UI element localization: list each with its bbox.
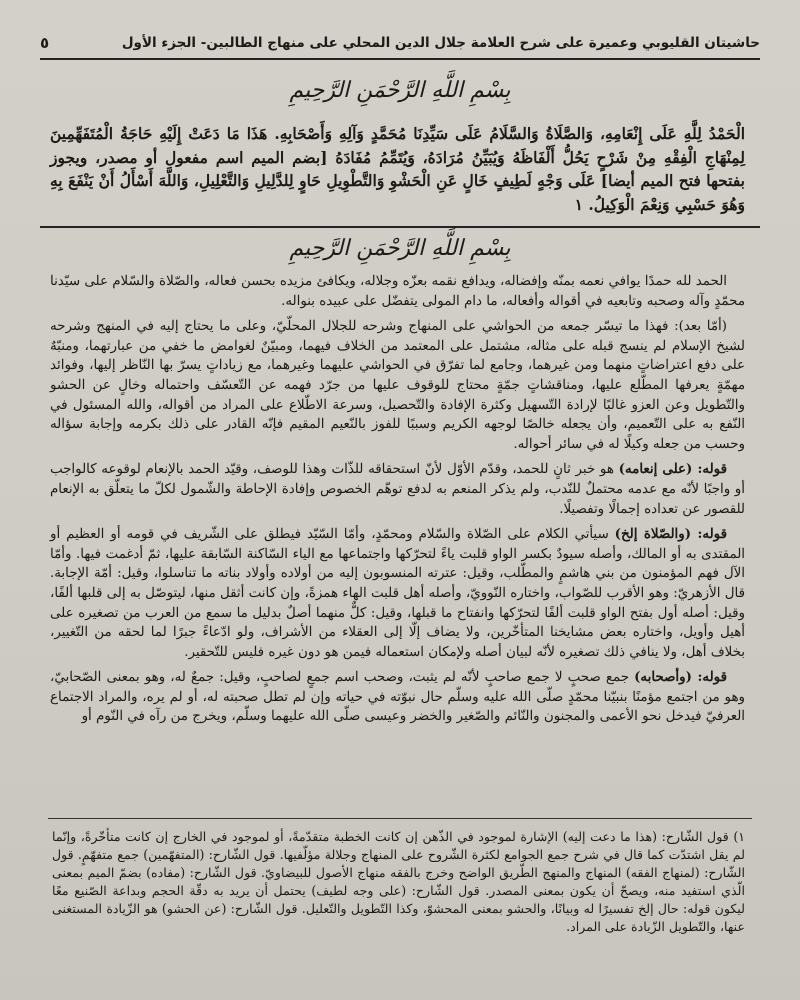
sharh-paragraph-salat [50, 525, 745, 662]
running-title: حاشيتان القليوبي وعميرة على شرح العلامة جلال الدين المحلي على منهاج الطالبين- الجزء الأول [121, 35, 760, 51]
basmala-top: بِسْمِ اللَّهِ الرَّحْمَنِ الرَّحِيمِ [289, 78, 511, 103]
sharh-paragraph-inamihi [50, 460, 745, 519]
sharh-paragraph-amma-bad: (أمّا بعد): فهذا ما تيسّر جمعه من الحواشي على المنهاج وشرحه للجلال المحلّيّ، وعلى ما يحتاج إليه في المنهج وشرحه لشيخ الإسلام لم ينسج قبله على مثاله، مشتمل على المعتمد من الخلاف فيهما، ومبيّنٌ لغوامض ما خفي من عبارتهما، ومنبّهٌ على دفع اعتراضاتٍ منهما ومن غيرهما، وجامع لما تفرّق في الحواشي عليهما وغيرهما، مع زياداتٍ يسرّ بها النّاظر إليها، وفوائد مهمّةٍ يعرفها المطّلع عليها، ومناقشاتٍ جمّةٍ محتاج للوقوف عليها من جرّد فهمه عن التّعسّف واحتماله وخالٍ عن الحشو والتّطويل وعن العزو غالبًا لإرادة التّسهيل وكثرة الإفادة والتّحصيل، وسرعة الاطّلاع على المراد من أقواله، والله المسئول في النّفع به على التّعميم، وأن يجعله خالصًا لوجهه الكريم وسببًا للفوز بالنّعيم المقيم فإنّه القادر على ذلك بكرمه وإجابة سؤاله وحسب من جعله وكيلًا له في سائر أحواله. [50, 319, 745, 452]
sharh-paragraph-intro: الحمد لله حمدًا يوافي نعمه بمنّه وإفضاله، ويدافع نقمه بعزّه وجلاله، ويكافئ مزيده بحسن فعاله، والصّلاة والسّلام على سيّدنا محمّدٍ وآله وصحبه وتابعيه في أقواله وأفعاله، ما دام المولى يتفضّل على عبيده بنواله. [50, 274, 745, 309]
gloss-lemma: قوله: (وأصحابه) [634, 669, 727, 686]
matn-text: الْحَمْدُ لِلَّهِ عَلَى إِنْعَامِهِ، وَالصَّلَاةُ وَالسَّلَامُ عَلَى سَيِّدِنَا مُحَمَّدٍ وَآلِهِ وَأَصْحَابِهِ. هَذَا مَا دَعَتْ إِلَيْهِ حَاجَةُ الْمُتَفَهِّمِينَ لِمِنْهَاجِ الْفِقْهِ مِنْ شَرْحٍ يَحُلُّ أَلْفَاظَهُ وَيُبَيِّنُ مُرَادَهُ، وَيُتَمِّمُ مُفَادَهُ [بضم الميم اسم مفعول أو مصدر، ويجوز بفتحها فتح الميم أيضا] عَلَى وَجْهٍ لَطِيفٍ خَالٍ عَنِ الْحَشْوِ وَالتَّطْوِيلِ حَاوٍ لِلدَّلِيلِ وَالتَّعْلِيلِ، وَاللَّهَ أَسْأَلُ أَنْ يَنْفَعَ بِهِ وَهُوَ حَسْبِي وَنِعْمَ الْوَكِيلُ. ١ [50, 124, 745, 214]
sharh-paragraph-ashab [50, 668, 745, 727]
header-rule [40, 58, 760, 60]
gloss-lemma: قوله: (على إنعامه) [618, 461, 727, 478]
sharh-body [50, 272, 745, 733]
footnote-separator [48, 818, 752, 819]
gloss-lemma: قوله: (والصّلاة إلخ) [614, 526, 727, 543]
page-number: ٥ [40, 34, 50, 52]
basmala-second: بِسْمِ اللَّهِ الرَّحْمَنِ الرَّحِيمِ [289, 236, 511, 261]
page-header [40, 30, 760, 56]
gloss-text: سيأتي الكلام على الصّلاة والسّلام ومحمّدٍ، وأمّا السّيّد فيطلق على الشّريف في قومه أو العظيم أو المقتدى به أو المالك، وأصله سيودٌ بكسر الواو قلبت ياءً لتحرّكها واجتماعها مع الياء السّاكنة السّابقة عليها، ثمّ أدغمت فيها. وأمّا الآل فهم المؤمنون من بني هاشمٍ والمطّلب، وقيل: عترته المنسوبون إليه من أولاده وأولاد بناته ما تناسلوا، وقيل: أمّة الإجابة. قال الأزهريّ: وهو الأقرب للصّواب، واختاره النّوويّ، وأصله أهل قلبت الهاء همزةً، وإن كانت أثقل منها، ليتوصّل به إلى قلبها ألفًا، وقيل: أصله أول بفتح الواو قلبت ألفًا لتحرّكها وانفتاح ما قبلها، وقيل: كلٌّ منهما أصلٌ بدليل ما سمع من العرب من تصغيره على أهيل وأويل، واختاره بعض مشايخنا المتأخّرين، ولا يضاف إلّا إلى العقلاء من الأشراف، ولو ادّعاءً جبرًا لما لحقه من التّغيير، بخلاف أهل، ولا ينافي ذلك تصغيره لأنّه لبيان أصله ولإمكان استعماله فيمن هو دون غيره فليس للتّحقير. [50, 527, 745, 660]
footnotes: ١) قول الشّارح: (هذا ما دعت إليه) الإشارة لموجود في الذّهن إن كانت الخطبة متقدّمةً، أو لموجود في الخارج إن كانت متأخّرةً، وإنّما لم يقل اشتدّت كما قال في شرح جمع الجوامع لكثرة الشّروح على المنهاج وجلالة مؤلّفيها. قول الشّارح: (المتفهّمين) جمع متفهّمٍ. قول الشّارح: (لمنهاج الفقه) المنهاج والمنهج الطّريق الواضح وخرج بالفقه منهاج الأصول للبيضاويّ. قول الشّارح: (مفاده) بضمّ الميم بمعنى الّذي استفيد منه، ويصحّ أن يكون بمعنى المصدر. قول الشّارح: (على وجه لطيف) يحتمل أن يريد به دقّة الحجم وبداعة الصّنيع معًا ليكون قوله: حال إلخ تفسيرًا له وبيانًا، والحشو بمعنى المحشوّ، وكذا التّطويل والتّعليل. قول الشّارح: (عن الحشو) هو الزّيادة المستغنى عنها، والتّطويل الزّيادة على المراد. [52, 829, 745, 934]
matn-rule [40, 226, 760, 228]
gloss-text: جمع صحبٍ لا جمع صاحبٍ لأنّه لم يثبت، وصحب اسم جمعٍ لصاحبٍ، وقيل: جمعٌ له، وهو بمعنى الصّحابيّ، وهو من اجتمع مؤمنًا بنبيّنا محمّدٍ صلّى الله عليه وسلّم حال نبوّته في حياته وإن لم تطل صحبته له، أو لم يره، والمراد الاجتماع العرفيّ فيدخل نحو الأعمى والمجنون والنّائم والصّغير والخضر وعيسى صلّى الله عليهما وسلّم، ويخرج من رآه في النّوم أو [50, 670, 745, 725]
gloss-text: هو خبر ثانٍ للحمد، وقدّم الأوّل لأنّ استحقاقه للذّات وهذا للوصف، وقيّد الحمد بالإنعام لوقوعه كالواجب أو واجبًا لأنّه مع عدمه محتملٌ للنّدب، ولم يذكر المنعم به لدفع توهّم الخصوص وإفادة الإحاطة والشّمول لكلّ ما يتعلّق به الإنعام للقصور عن تعداده إجمالًا وتفصيلًا. [50, 462, 745, 517]
